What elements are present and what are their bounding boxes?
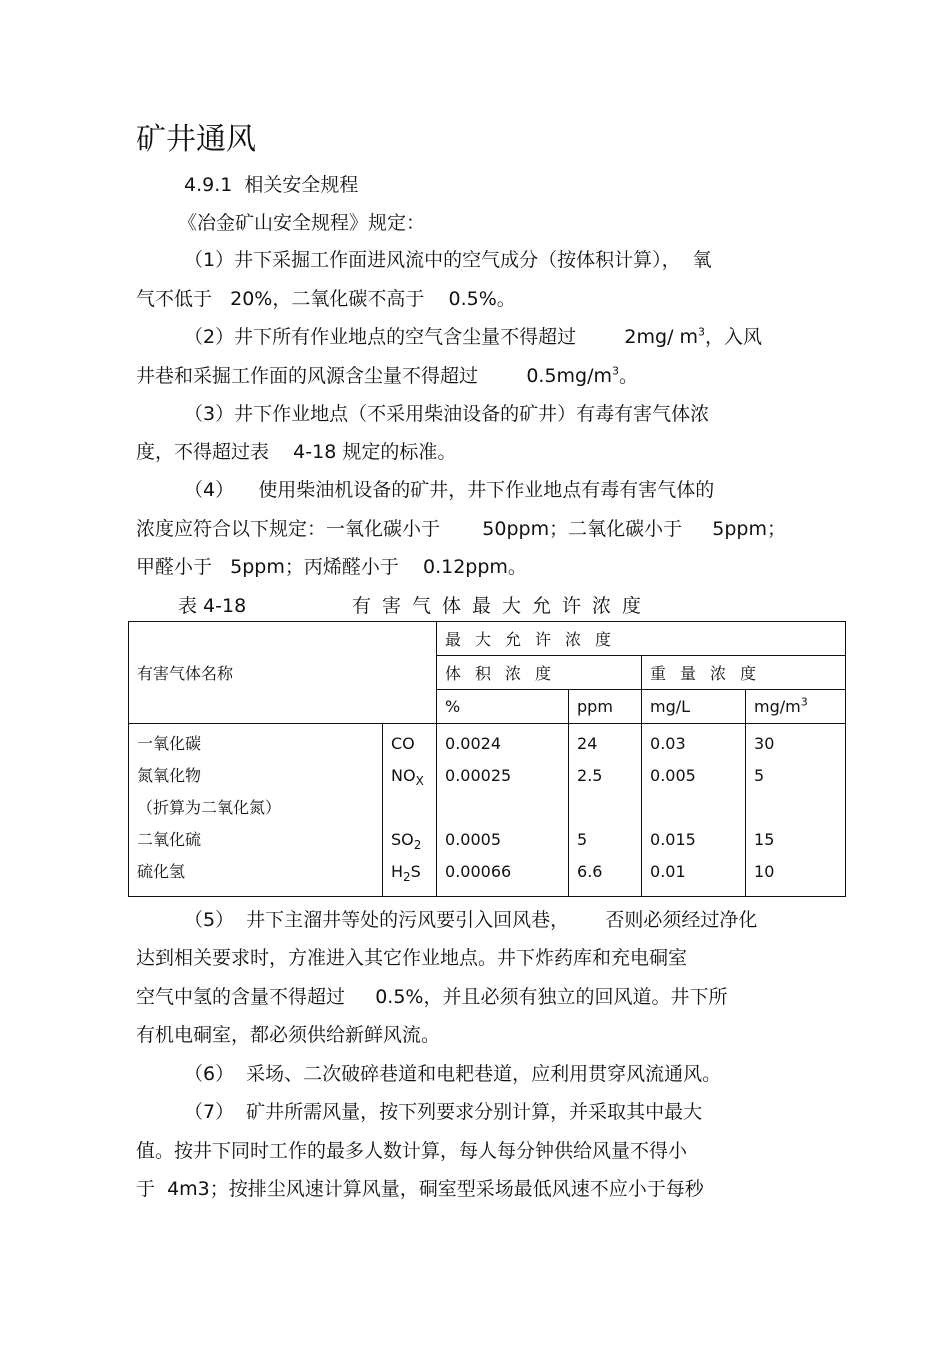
page-title: 矿井通风 — [136, 122, 256, 157]
item-1-line-2: 气不低于 20%，二氧化碳不高于 0.5%。 — [136, 288, 516, 310]
header-weight-concentration: 重量浓度 — [642, 656, 846, 690]
header-gas-name: 有害气体名称 — [129, 622, 437, 724]
formula-column — [383, 724, 437, 897]
value-mg-per-m3: 10 — [754, 862, 775, 881]
gas-name-column — [129, 724, 383, 897]
value-mg-per-l: 0.005 — [650, 766, 696, 785]
gas-formula: $SO_2$ — [391, 830, 422, 853]
item-3-line-1: （3）井下作业地点（不采用柴油设备的矿井）有毒有害气体浓 — [184, 403, 710, 425]
header-volume-concentration: 体积浓度 — [437, 656, 642, 690]
gas-name: 氮氧化物 — [137, 766, 202, 785]
value-ppm: 6.6 — [577, 862, 603, 881]
unit-mg-per-m3: $mg/m^3$ — [746, 690, 846, 724]
item-5-line-4: 有机电硐室，都必须供给新鲜风流。 — [136, 1024, 441, 1046]
item-1-line-1: （1）井下采掘工作面进风流中的空气成分（按体积计算）， 氧 — [184, 249, 712, 271]
table-label: 表 4-18 — [178, 595, 247, 617]
value-mg-per-l: 0.015 — [650, 830, 696, 849]
item-5-line-3: 空气中氢的含量不得超过 0.5%，并且必须有独立的回风道。井下所 — [136, 986, 728, 1008]
unit-ppm: ppm — [569, 690, 642, 724]
item-4-line-3: 甲醛小于 5ppm；丙烯醛小于 0.12ppm。 — [136, 556, 527, 578]
ppm-column — [569, 724, 642, 897]
value-percent: 0.00025 — [445, 766, 512, 785]
gas-formula: $NO_X$ — [391, 766, 424, 789]
unit-mg-per-l: mg/L — [642, 690, 746, 724]
item-7-line-2: 值。按井下同时工作的最多人数计算，每人每分钟供给风量不得小 — [136, 1140, 688, 1162]
value-percent: 0.0024 — [445, 734, 501, 753]
item-4-line-2: 浓度应符合以下规定：一氧化碳小于 50ppm；二氧化碳小于 5ppm； — [136, 518, 786, 540]
gas-name: 硫化氢 — [137, 862, 186, 881]
item-6-line-1: （6） 采场、二次破碎巷道和电耙巷道，应利用贯穿风流通风。 — [184, 1063, 722, 1085]
gas-limits-table — [128, 621, 846, 897]
value-mg-per-l: 0.03 — [650, 734, 686, 753]
mgm3-column — [746, 724, 846, 897]
value-mg-per-l: 0.01 — [650, 862, 686, 881]
percent-column — [437, 724, 569, 897]
table-caption: 有害气体最大允许浓度 — [352, 595, 653, 617]
regulation-name: 《冶金矿山安全规程》规定： — [178, 212, 426, 234]
mgl-column — [642, 724, 746, 897]
value-percent: 0.0005 — [445, 830, 501, 849]
value-ppm: 5 — [577, 830, 588, 849]
item-2-line-2: 井巷和采掘工作面的风源含尘量不得超过 $0.5mg/m^3$。 — [136, 364, 639, 387]
item-7-line-3: 于 4m3；按排尘风速计算风量，硐室型采场最低风速不应小于每秒 — [136, 1178, 704, 1200]
value-mg-per-m3: 30 — [754, 734, 775, 753]
item-5-line-2: 达到相关要求时，方准进入其它作业地点。井下炸药库和充电硐室 — [136, 947, 688, 969]
gas-name-note: （折算为二氧化氮） — [137, 798, 282, 817]
item-4-line-1: （4） 使用柴油机设备的矿井，井下作业地点有毒有害气体的 — [184, 479, 715, 501]
item-7-line-1: （7） 矿井所需风量，按下列要求分别计算，并采取其中最大 — [184, 1101, 703, 1123]
item-2-line-1: （2）井下所有作业地点的空气含尘量不得超过 2mg/ $m^3$，入风 — [184, 325, 763, 348]
value-percent: 0.00066 — [445, 862, 512, 881]
gas-name: 二氧化硫 — [137, 830, 202, 849]
section-heading: 4.9.1 相关安全规程 — [184, 174, 359, 196]
gas-name: 一氧化碳 — [137, 734, 202, 753]
gas-formula: $H_2S$ — [391, 862, 421, 885]
value-mg-per-m3: 15 — [754, 830, 775, 849]
value-ppm: 2.5 — [577, 766, 603, 785]
unit-percent: % — [437, 690, 569, 724]
value-mg-per-m3: 5 — [754, 766, 765, 785]
value-ppm: 24 — [577, 734, 598, 753]
gas-formula: CO — [391, 734, 415, 753]
item-3-line-2: 度，不得超过表 4-18 规定的标准。 — [136, 441, 457, 463]
item-5-line-1: （5） 井下主溜井等处的污风要引入回风巷， 否则必须经过净化 — [184, 909, 758, 931]
header-max-concentration: 最大允许浓度 — [437, 622, 846, 656]
